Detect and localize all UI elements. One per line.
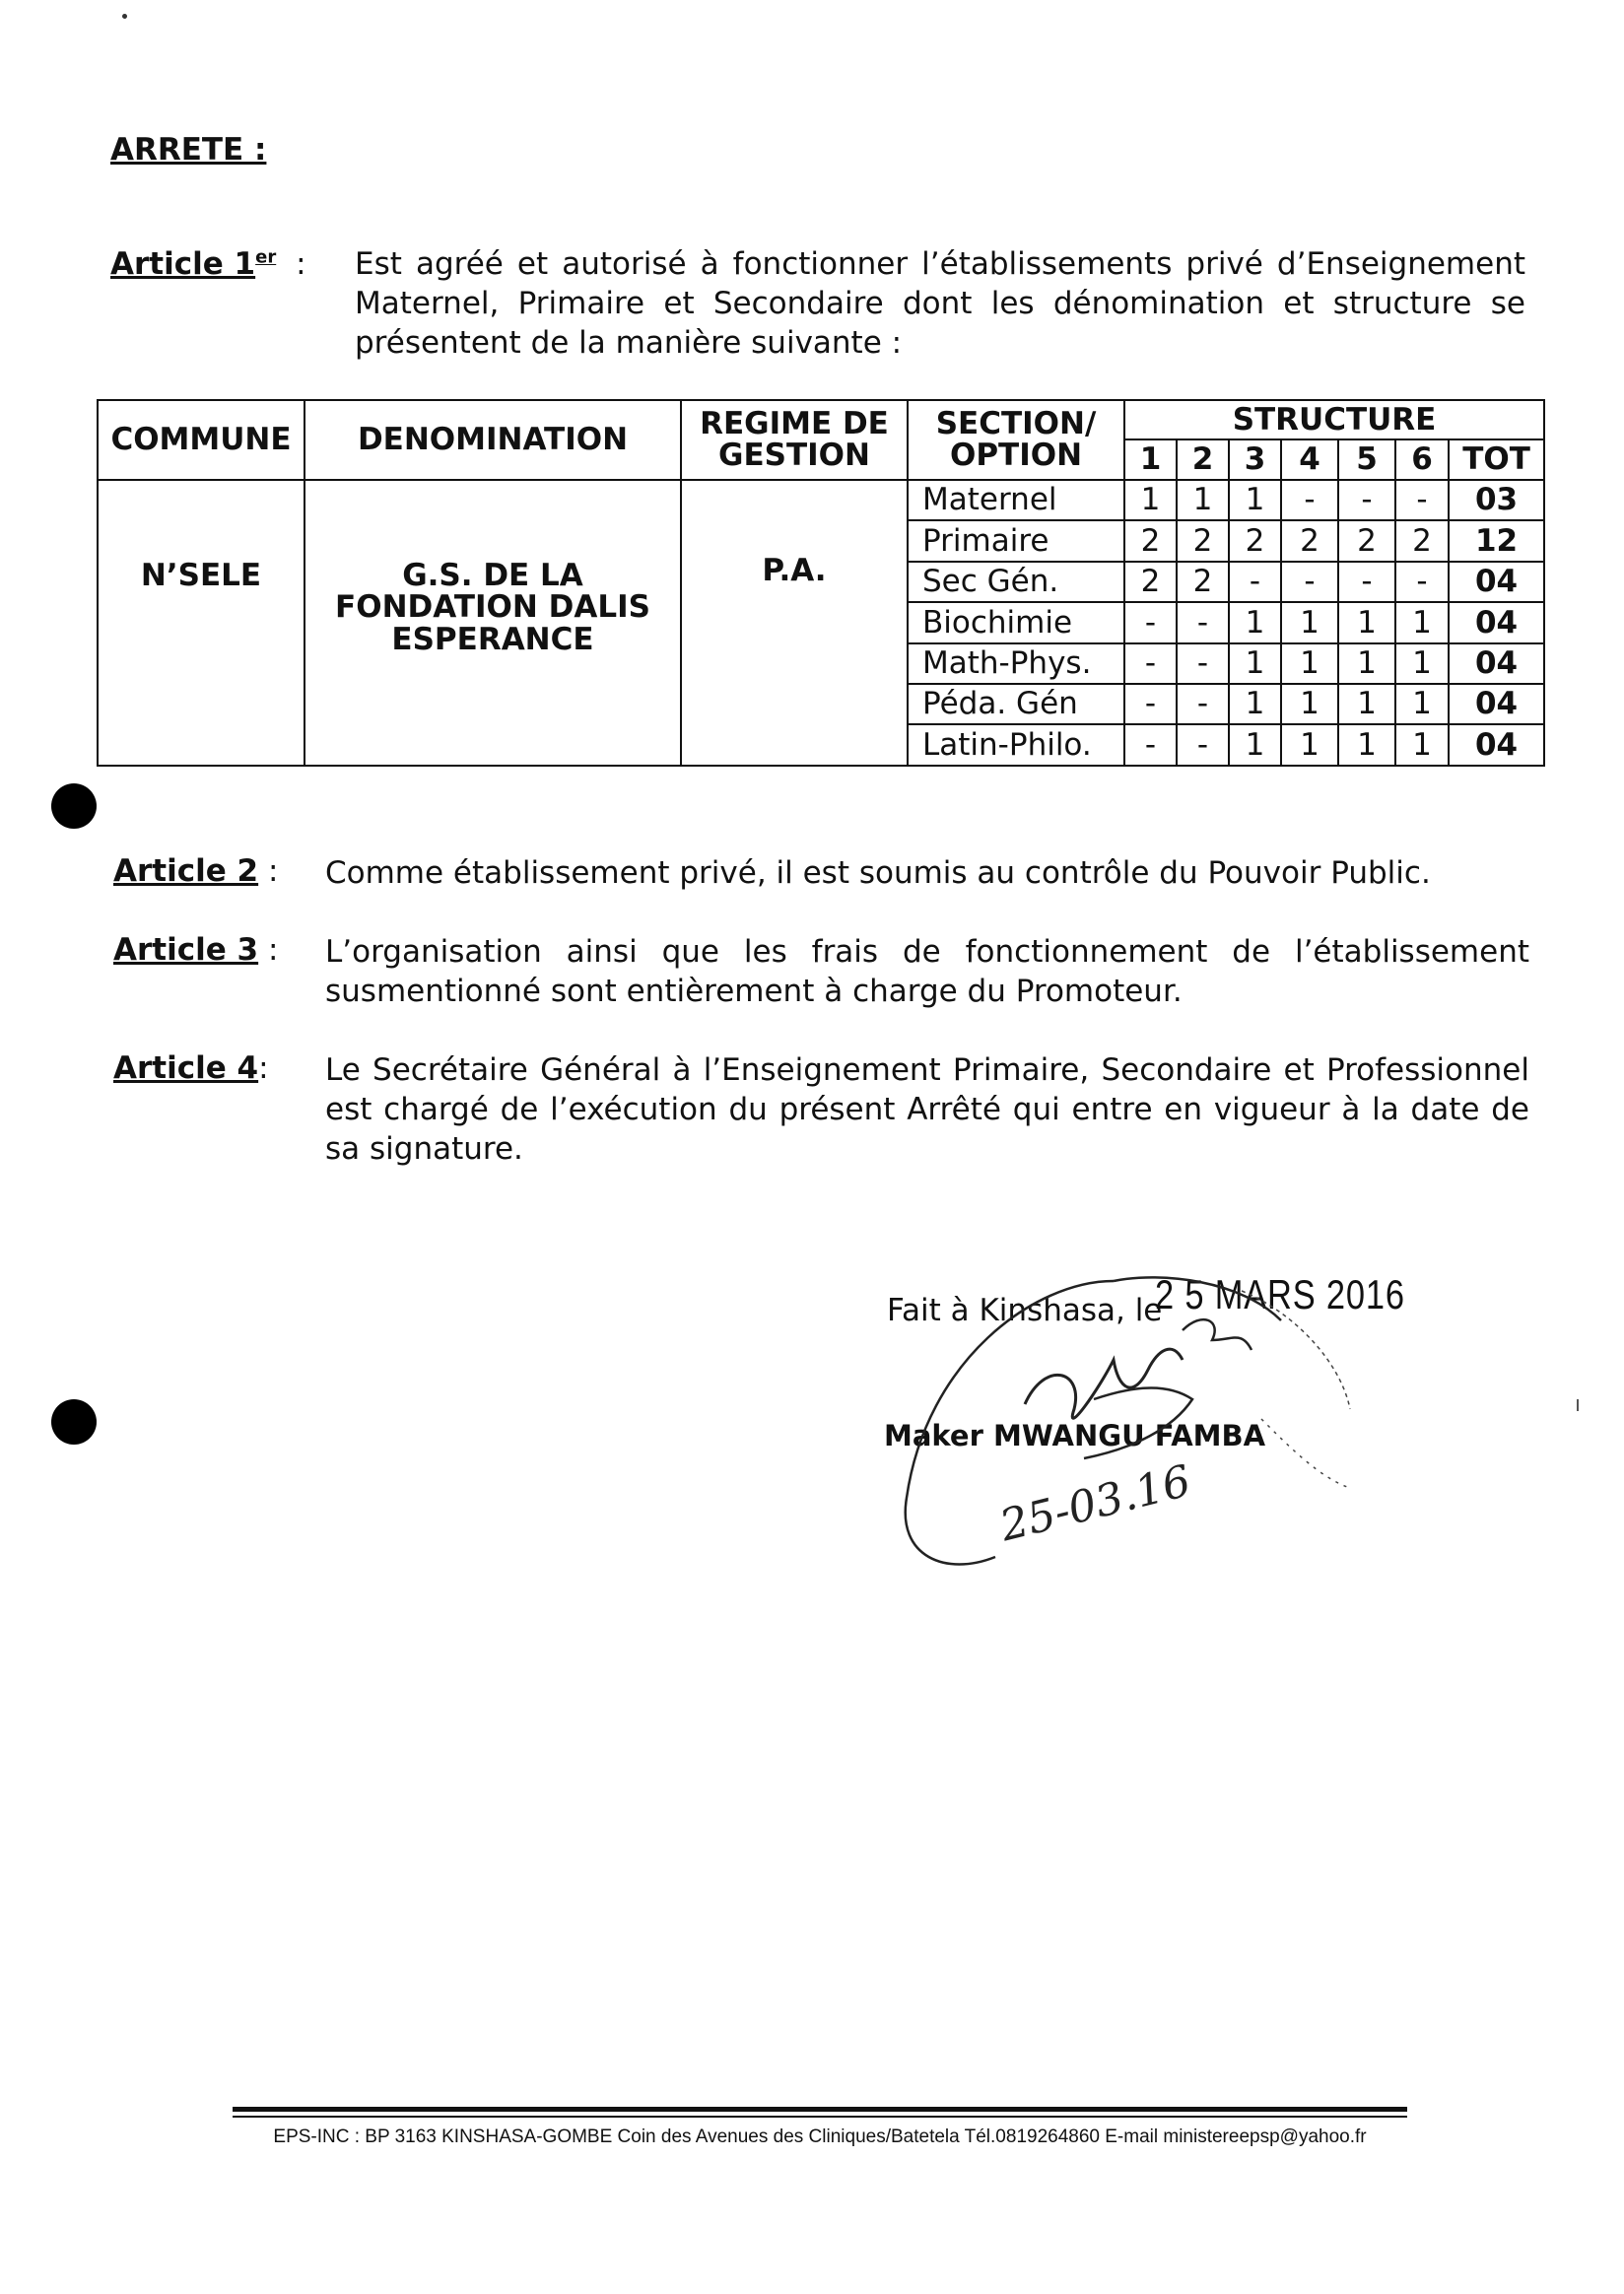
- cell-denomination: G.S. DE LA FONDATION DALIS ESPERANCE: [304, 480, 681, 766]
- article-3-label: [113, 932, 278, 968]
- cell-level: 1: [1395, 684, 1449, 724]
- cell-level: -: [1177, 724, 1229, 766]
- cell-level: -: [1395, 480, 1449, 520]
- cell-level: 1: [1229, 643, 1281, 684]
- cell-level: 1: [1281, 602, 1338, 642]
- stamp-date: 2 5 MARS 2016: [1155, 1271, 1405, 1317]
- cell-level: 1: [1281, 684, 1338, 724]
- header-level-tot: TOT: [1449, 439, 1544, 479]
- cell-tot: 04: [1449, 562, 1544, 602]
- cell-tot: 04: [1449, 602, 1544, 642]
- cell-level: 2: [1338, 520, 1395, 561]
- cell-option: Primaire: [908, 520, 1124, 561]
- cell-level: 1: [1338, 643, 1395, 684]
- cell-level: -: [1281, 562, 1338, 602]
- article-3-text: L’organisation ainsi que les frais de fonctionnement de l’établissement susmentionné sont entièrement à charge du Promoteur.: [325, 934, 1529, 1009]
- cell-option: Péda. Gén: [908, 684, 1124, 724]
- cell-level: -: [1395, 562, 1449, 602]
- cell-level: -: [1124, 684, 1177, 724]
- header-regime: REGIME DE GESTION: [681, 400, 908, 480]
- article-2-label: [113, 853, 278, 889]
- footer-address: EPS-INC : BP 3163 KINSHASA-GOMBE Coin des Avenues des Cliniques/Batetela Tél.0819264860 E-mail ministereepsp@yahoo.fr: [273, 2126, 1367, 2147]
- cell-option: Latin-Philo.: [908, 724, 1124, 766]
- cell-level: 1: [1229, 480, 1281, 520]
- cell-level: 2: [1229, 520, 1281, 561]
- cell-option: Maternel: [908, 480, 1124, 520]
- cell-level: 1: [1229, 684, 1281, 724]
- header-level-6: 6: [1395, 439, 1449, 479]
- article-4-label-text: Article 4: [113, 1050, 259, 1086]
- punch-hole-top: [51, 783, 97, 829]
- cell-level: 1: [1124, 480, 1177, 520]
- cell-level: -: [1124, 602, 1177, 642]
- cell-level: 1: [1338, 602, 1395, 642]
- handwritten-date: 25-03.16: [995, 1455, 1196, 1552]
- cell-level: 1: [1229, 602, 1281, 642]
- cell-level: -: [1124, 643, 1177, 684]
- cell-level: -: [1177, 684, 1229, 724]
- cell-tot: 12: [1449, 520, 1544, 561]
- cell-level: 2: [1177, 562, 1229, 602]
- cell-level: -: [1229, 562, 1281, 602]
- cell-level: 2: [1124, 520, 1177, 561]
- cell-level: -: [1338, 480, 1395, 520]
- article-2-label-sep: :: [258, 853, 279, 889]
- cell-level: 2: [1281, 520, 1338, 561]
- article-4-label-sep: :: [258, 1050, 269, 1086]
- cell-level: 1: [1281, 724, 1338, 766]
- cell-level: -: [1338, 562, 1395, 602]
- footer-rule-thick: [233, 2107, 1407, 2112]
- article-3-label-sep: :: [258, 932, 279, 968]
- article-1-label-text: Article 1: [110, 246, 256, 282]
- header-level-1: 1: [1124, 439, 1177, 479]
- cell-level: 2: [1395, 520, 1449, 561]
- cell-tot: 04: [1449, 724, 1544, 766]
- signatory-name: Maker MWANGU FAMBA: [884, 1419, 1266, 1452]
- stray-mark-right: [1577, 1399, 1579, 1411]
- article-3-label-text: Article 3: [113, 932, 259, 968]
- cell-tot: 04: [1449, 684, 1544, 724]
- cell-level: 1: [1338, 724, 1395, 766]
- cell-level: 1: [1395, 724, 1449, 766]
- punch-hole-bottom: [51, 1399, 97, 1445]
- header-structure: STRUCTURE: [1124, 400, 1544, 439]
- article-1-label-sup: er: [255, 246, 277, 268]
- handwritten-signature: [887, 1242, 1399, 1596]
- cell-option: Sec Gén.: [908, 562, 1124, 602]
- cell-level: 1: [1229, 724, 1281, 766]
- cell-level: 2: [1124, 562, 1177, 602]
- article-1-label-sep: :: [286, 246, 306, 282]
- footer-rule-thin: [233, 2116, 1407, 2118]
- article-4-text: Le Secrétaire Général à l’Enseignement Primaire, Secondaire et Professionnel est chargé de l’exécution du présent Arrêté qui entre en vigueur à la date de sa signature.: [325, 1052, 1529, 1167]
- article-2-text: Comme établissement privé, il est soumis au contrôle du Pouvoir Public.: [325, 855, 1431, 891]
- header-section: SECTION/ OPTION: [908, 400, 1124, 480]
- header-level-5: 5: [1338, 439, 1395, 479]
- cell-level: 1: [1395, 602, 1449, 642]
- cell-regime: P.A.: [681, 480, 908, 766]
- cell-level: -: [1124, 724, 1177, 766]
- header-denomination: DENOMINATION: [304, 400, 681, 480]
- cell-level: 2: [1177, 520, 1229, 561]
- article-1-label: [110, 246, 306, 282]
- cell-tot: 04: [1449, 643, 1544, 684]
- cell-level: -: [1177, 602, 1229, 642]
- cell-level: 1: [1281, 643, 1338, 684]
- cell-level: 1: [1395, 643, 1449, 684]
- cell-commune: N’SELE: [98, 480, 304, 766]
- cell-tot: 03: [1449, 480, 1544, 520]
- article-2-label-text: Article 2: [113, 853, 259, 889]
- article-4-label: [113, 1050, 269, 1086]
- header-level-2: 2: [1177, 439, 1229, 479]
- place-date-text: Fait à Kinshasa, le: [887, 1293, 1163, 1328]
- cell-level: 1: [1177, 480, 1229, 520]
- stray-mark: [122, 14, 127, 19]
- cell-level: 1: [1338, 684, 1395, 724]
- table-row: [98, 480, 1544, 520]
- header-level-3: 3: [1229, 439, 1281, 479]
- cell-option: Biochimie: [908, 602, 1124, 642]
- header-commune: COMMUNE: [98, 400, 304, 480]
- cell-level: -: [1177, 643, 1229, 684]
- structure-table: [97, 399, 1545, 767]
- cell-option: Math-Phys.: [908, 643, 1124, 684]
- header-level-4: 4: [1281, 439, 1338, 479]
- article-1-text: Est agréé et autorisé à fonctionner l’établissements privé d’Enseignement Maternel, Primaire et Secondaire dont les dénomination et structure se présentent de la manière suivante :: [355, 246, 1525, 361]
- page-heading: ARRETE :: [110, 132, 267, 168]
- cell-level: -: [1281, 480, 1338, 520]
